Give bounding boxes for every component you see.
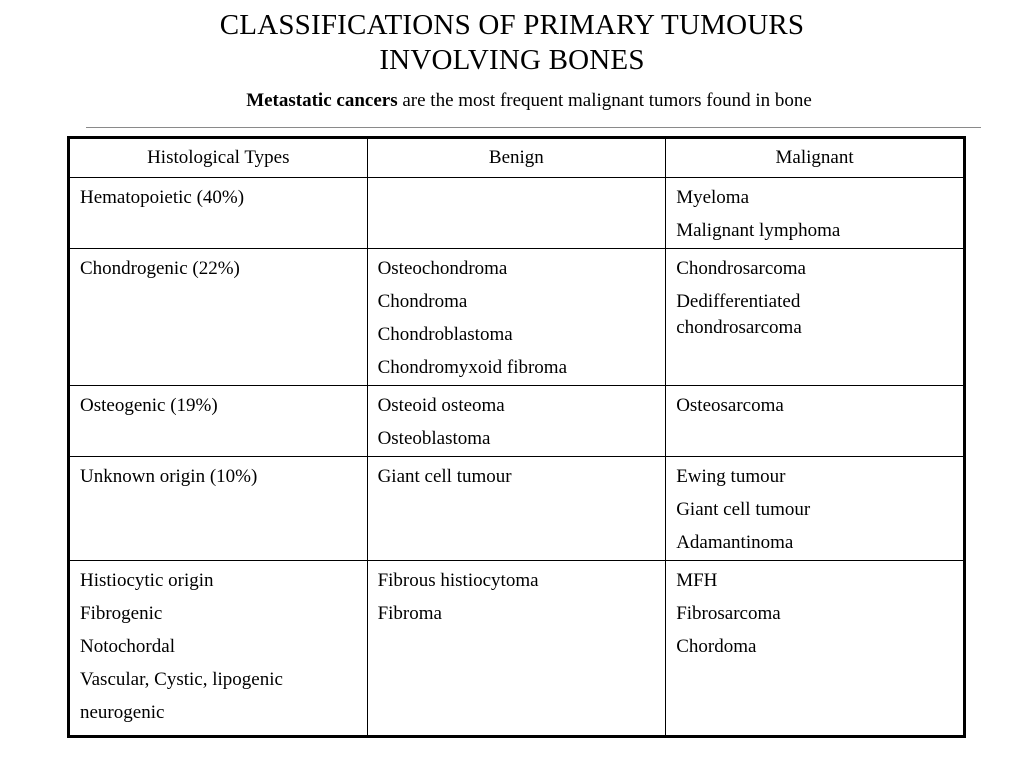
malignant-item: Malignant lymphoma [676,220,841,241]
table-row [69,386,965,457]
malignant-item: Adamantinoma [676,532,794,553]
type-item: Chondrogenic (22%) [80,258,240,279]
header-malignant: Malignant [666,138,965,178]
cell-malignant [666,561,965,737]
malignant-item: Myeloma [676,187,750,208]
cell-benign [367,457,666,561]
table-row [69,249,965,386]
benign-item: Chondromyxoid fibroma [377,357,568,378]
cell-malignant [666,386,965,457]
type-item: Fibrogenic [80,603,163,624]
cell-benign [367,386,666,457]
bone-tumour-classification-table [67,136,966,738]
cell-type [69,249,368,386]
malignant-item: Chondrosarcoma [676,258,806,279]
title-divider [86,127,981,128]
cell-type [69,386,368,457]
type-item: Hematopoietic (40%) [80,187,245,208]
cell-type [69,178,368,249]
cell-type [69,457,368,561]
cell-benign [367,178,666,249]
malignant-item: Dedifferentiated chondrosarcoma [676,291,802,338]
malignant-item: Giant cell tumour [676,499,811,520]
subtitle-text: are the most frequent malignant tumors found in bone [397,90,812,111]
cell-malignant [666,178,965,249]
table-row [69,457,965,561]
benign-item: Osteoblastoma [377,428,491,449]
malignant-item: Ewing tumour [676,466,786,487]
type-item: Unknown origin (10%) [80,466,258,487]
type-item: Notochordal [80,636,175,657]
slide-title-line-2: INVOLVING BONES [379,44,645,76]
benign-item: Osteoid osteoma [377,395,505,416]
cell-malignant [666,249,965,386]
type-item: neurogenic [80,702,165,723]
type-item: Vascular, Cystic, lipogenic [80,669,283,690]
benign-item: Fibroma [377,603,442,624]
subtitle-emphasis: Metastatic cancers [246,90,398,111]
malignant-item: Fibrosarcoma [676,603,781,624]
malignant-item: Chordoma [676,636,757,657]
type-item: Histiocytic origin [80,570,214,591]
cell-benign [367,561,666,737]
slide-subtitle [0,89,1024,113]
cell-type [69,561,368,737]
table-row [69,178,965,249]
slide-title-line-1: CLASSIFICATIONS OF PRIMARY TUMOURS [219,9,805,41]
malignant-item: Osteosarcoma [676,395,784,416]
header-benign: Benign [367,138,666,178]
benign-item: Chondroma [377,291,468,312]
cell-benign [367,249,666,386]
cell-malignant [666,457,965,561]
slide-title [0,8,1024,78]
table-header-row [69,138,965,178]
malignant-item: MFH [676,570,718,591]
benign-item: Osteochondroma [377,258,508,279]
benign-item: Giant cell tumour [377,466,512,487]
type-item: Osteogenic (19%) [80,395,218,416]
header-histological-types: Histological Types [69,138,368,178]
benign-item: Chondroblastoma [377,324,513,345]
benign-item: Fibrous histiocytoma [377,570,539,591]
table-row [69,561,965,737]
